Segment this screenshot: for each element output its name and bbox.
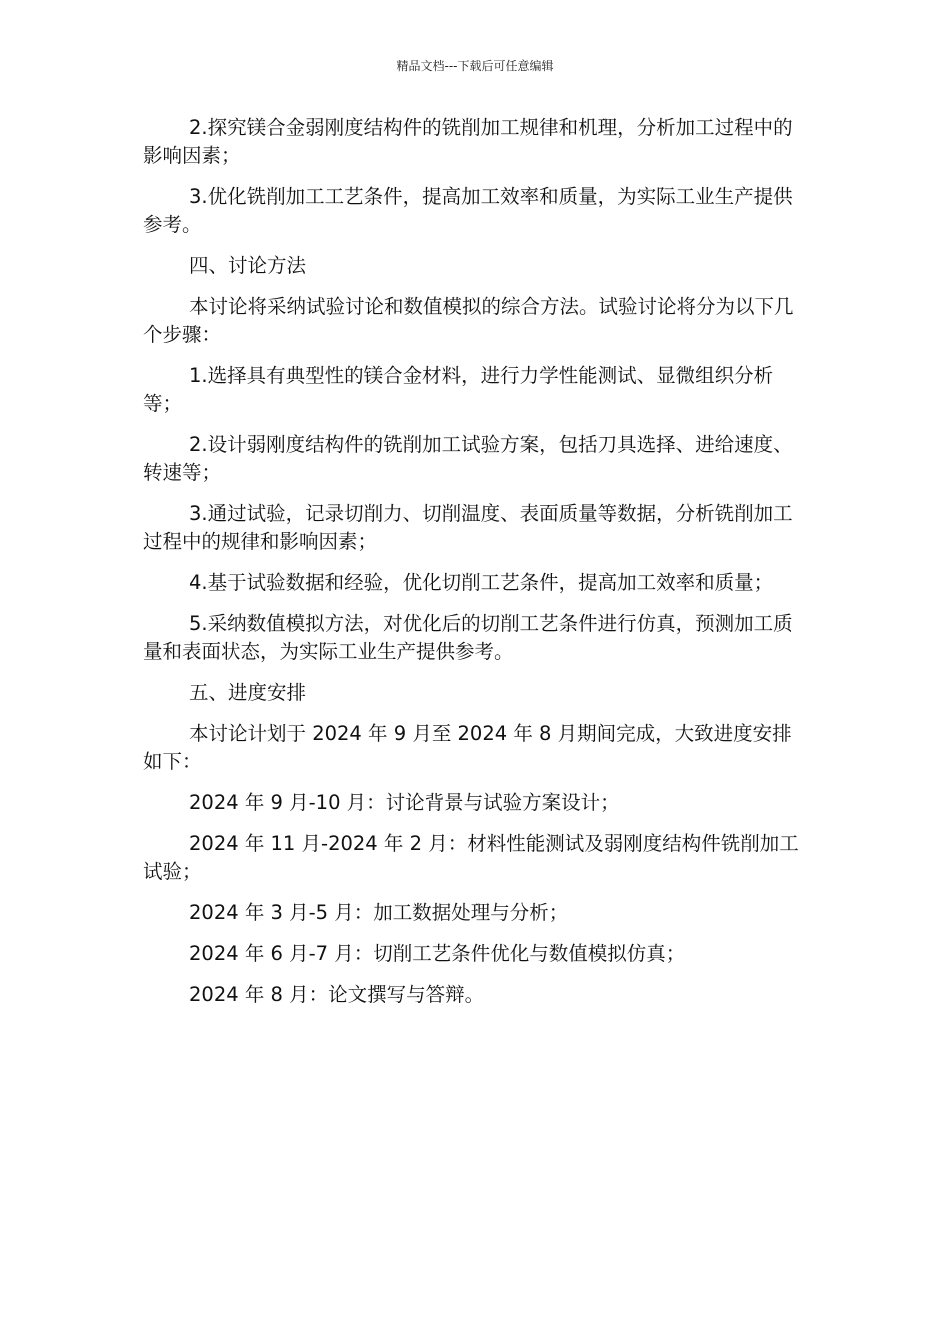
paragraph-methods-intro: 本讨论将采纳试验讨论和数值模拟的综合方法。试验讨论将分为以下几个步骤： — [143, 295, 794, 346]
paragraph-step-5: 5.采纳数值模拟方法，对优化后的切削工艺条件进行仿真，预测加工质量和表面状态，为实际工业生产提供参考。 — [143, 612, 793, 663]
paragraph-step-1: 1.选择具有典型性的镁合金材料，进行力学性能测试、显微组织分析等； — [143, 364, 774, 415]
schedule-item-1: 2024 年 9 月-10 月：讨论背景与试验方案设计； — [189, 791, 620, 814]
schedule-item-4: 2024 年 6 月-7 月：切削工艺条件优化与数值模拟仿真； — [189, 942, 686, 965]
document-body — [143, 114, 807, 1022]
paragraph-step-4: 4.基于试验数据和经验，优化切削工艺条件，提高加工效率和质量； — [189, 571, 774, 594]
paragraph-goal-2: 2.探究镁合金弱刚度结构件的铣削加工规律和机理，分析加工过程中的影响因素； — [143, 116, 793, 167]
section-heading-schedule: 五、进度安排 — [189, 681, 307, 704]
schedule-item-2: 2024 年 11 月-2024 年 2 月：材料性能测试及弱刚度结构件铣削加工试验； — [143, 832, 799, 883]
paragraph-step-2: 2.设计弱刚度结构件的铣削加工试验方案，包括刀具选择、进给速度、转速等； — [143, 433, 793, 484]
paragraph-schedule-intro: 本讨论计划于 2024 年 9 月至 2024 年 8 月期间完成，大致进度安排如下： — [143, 722, 792, 773]
page-header: 精品文档---下载后可任意编辑 — [396, 59, 554, 73]
schedule-item-3: 2024 年 3 月-5 月：加工数据处理与分析； — [189, 901, 569, 924]
paragraph-goal-3: 3.优化铣削加工工艺条件，提高加工效率和质量，为实际工业生产提供参考。 — [143, 185, 793, 236]
schedule-item-5: 2024 年 8 月：论文撰写与答辩。 — [189, 983, 485, 1006]
section-heading-methods: 四、讨论方法 — [189, 254, 307, 277]
paragraph-step-3: 3.通过试验，记录切削力、切削温度、表面质量等数据，分析铣削加工过程中的规律和影响因素； — [143, 502, 793, 553]
